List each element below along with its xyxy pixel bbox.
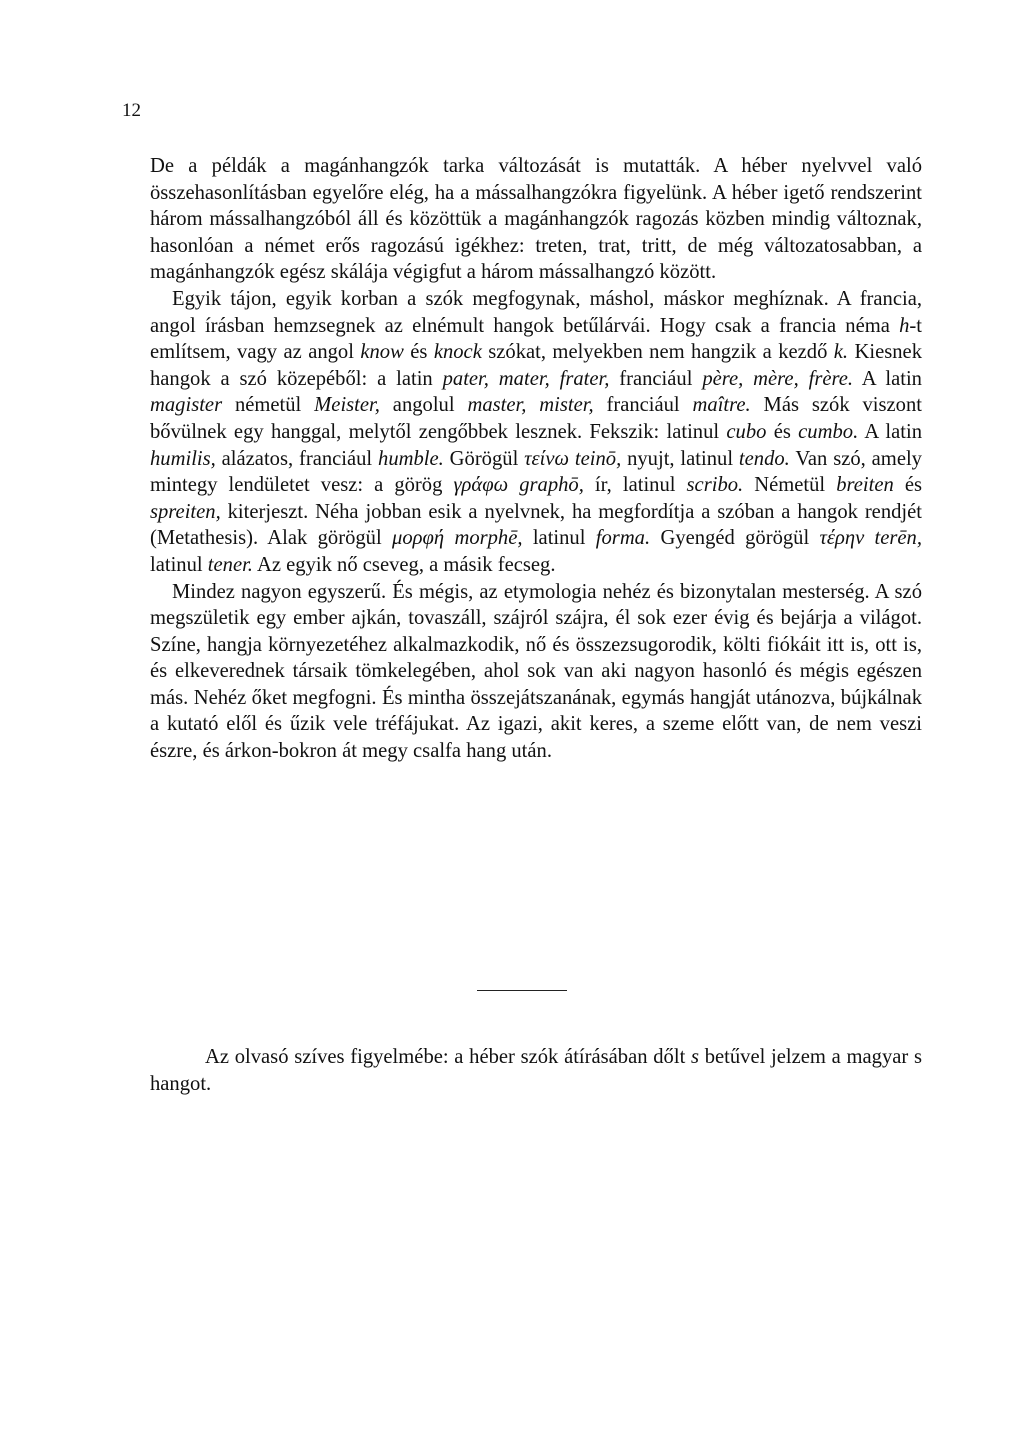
paragraph-2 [150,286,922,579]
italic-term: pater, mater, frater, [442,367,610,390]
text-run: Az egyik nő cseveg, a másik fecseg. [252,553,556,576]
italic-term: τείνω teinō, [524,447,622,470]
text-run: szókat, melyekben nem hangzik a kezdő [481,341,834,364]
text-run: -t említsem, vagy az angol [150,314,922,364]
italic-term: k. [833,341,849,364]
text-run: kiterjeszt. Néha jobban esik a nyelvnek, ha megfordítja a szóban a hangok rendjét (Metathesis). Alak görögül [150,500,922,550]
text-run: és [766,420,799,443]
text-run: Egyik tájon, egyik korban a szók megfogynak, máshol, máskor meghíznak. A francia, angol írásban hemzsegnek az elnémult hangok betűlárvái. Hogy csak a francia néma [150,287,922,337]
text-run: latinul [150,553,208,576]
text-run: nyujt, latinul [621,447,739,470]
text-run: Kiesnek hangok a szó közepéből: a latin [150,341,922,390]
italic-term: knock [433,341,482,364]
paragraph-3 [150,579,922,765]
text-run: Gyengéd görögül [650,527,820,550]
main-text [150,153,922,765]
italic-term: γράφω graphō, [453,474,584,497]
text-run: és [403,341,434,364]
italic-term: h [899,314,910,337]
text-run: ír, latinul [583,474,687,497]
italic-term: τέρην terēn, [819,527,923,550]
text-run: Mindez nagyon egyszerű. És mégis, az etymologia nehéz és bizonytalan mesterség. A szó megszületik egy ember ajkán, tovaszáll, szájról szájra, él sok ezer évig és bejárja a világot. Színe, hangja környezetéhez alkalmazkodik, nő és összezsugorodik, költi fiókáit itt is, ott is, és elkeverednek társaik tömkelegében, ahol sok van aki nagyon hasonló és mégis egészen más. Nehéz őket megfogni. És mintha összejátszanának, egymás hangját utánozva, bújkálnak a kutató elől és űzik vele tréfájukat. Az igazi, akit keres, a szeme előtt van, de nem veszi észre, és árkon-bokron át megy csalfa hang után. [150,580,922,763]
italic-term: spreiten, [150,500,221,523]
italic-term: père, mère, frère. [702,367,854,390]
italic-term: maître. [692,394,751,417]
italic-term: humilis, [150,447,216,470]
paragraph-1 [150,153,922,286]
italic-term: forma. [595,527,651,550]
italic-term: humble. [378,447,444,470]
italic-term: s [691,1046,700,1068]
text-run: A latin [858,420,923,443]
italic-term: μορφή morphē, [392,527,523,550]
italic-term: know [360,341,404,364]
italic-term: scribo. [686,474,744,497]
italic-term: Meister, [314,394,380,417]
italic-term: breiten [836,474,894,497]
text-run: De a példák a magánhangzók tarka változását is mutatták. A héber nyelvvel való összehasonlításban egyelőre elég, ha a mássalhangzókra figyelünk. A héber igető rendszerint három mássalhangzóból áll és közöttük a magánhangzók ragozás közben mindig változnak, hasonlóan a német erős ragozású igékhez: treten, trat, tritt, de még változatosabban, a magánhangzók egész skálája végigfut a három mássalhangzó között. [150,155,922,284]
text-run: franciául [593,394,693,417]
text-run: Van szó, amely mintegy lendületet vesz: a görög [150,447,922,497]
text-run: németül [222,394,315,417]
text-run: Az olvasó szíves figyelmébe: a héber szók átírásában dőlt [205,1046,691,1068]
text-run: A latin [853,367,922,390]
text-run: latinul [522,527,596,550]
italic-term: cubo [726,420,767,443]
italic-term: master, mister, [467,394,594,417]
text-run: betűvel jelzem a magyar s hangot. [150,1046,922,1095]
text-run: franciául [609,367,703,390]
italic-term: magister [150,394,223,417]
italic-term: tendo. [738,447,790,470]
text-run: Görögül [443,447,525,470]
text-run: Más szók viszont bővülnek egy hanggal, melytől zengőbbek lesznek. Fekszik: latinul [150,394,922,443]
page-number: 12 [122,100,141,121]
separator-rule [477,990,567,991]
text-run: alázatos, franciául [215,447,379,470]
italic-term: tener. [207,553,253,576]
text-run: és [893,474,922,497]
text-run: angolul [379,394,468,417]
italic-term: cumbo. [798,420,859,443]
footnote [150,1044,922,1097]
text-run: Németül [743,474,837,497]
